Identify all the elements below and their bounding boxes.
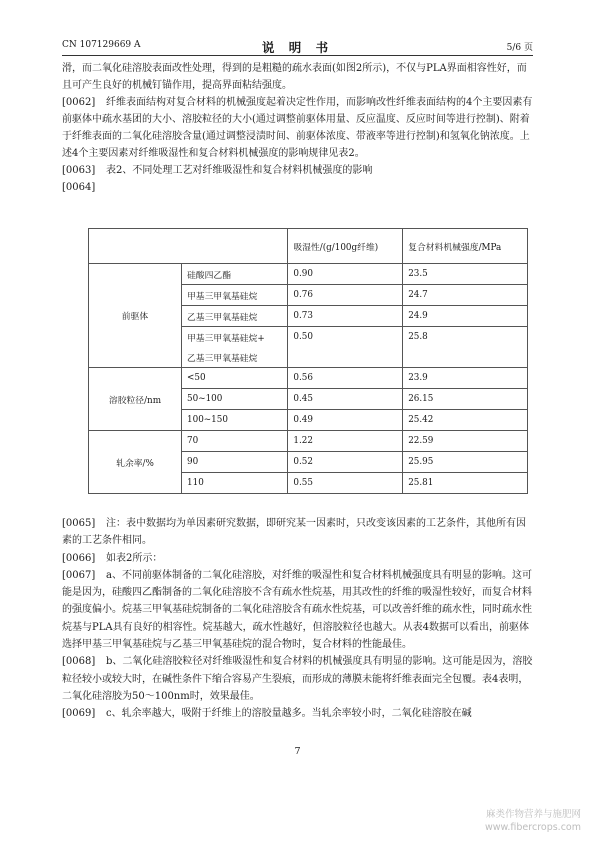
strength-cell: 25.95 [403,452,528,473]
strength-cell: 26.15 [403,389,528,410]
paragraph-continuation: 滑，而二氧化硅溶胶表面改性处理，得到的是粗糙的疏水表面(如图2所示)，不仅与PLA界面相容性好，而且可产生良好的机械钉锚作用，提高界面粘结强度。 [62,63,527,91]
paragraph-number: [0068] [62,656,96,668]
table-caption: 表2、不同处理工艺对纤维吸湿性和复合材料机械强度的影响 [106,165,373,176]
paragraph-0064 [62,179,533,196]
paragraph-0063 [62,162,533,179]
table-row [89,264,528,285]
factor-cell: 硅酸四乙酯 [182,264,288,285]
paragraph-number: [0066] [62,552,96,564]
table-row [89,368,528,389]
strength-cell: 24.7 [403,285,528,306]
empty-cell [403,347,528,368]
paragraph-0069: [0069] c、轧余率越大，吸附于纤维上的溶胶量越多。当轧余率较小时，二氧化硅溶胶在碱 [62,705,533,722]
body-bottom [62,515,533,723]
paragraph-0065: [0065] 注：表中数据均为单因素研究数据，即研究某一因素时，只改变该因素的工艺条件，其他所有因素的工艺条件相同。 [62,515,533,550]
watermark [485,808,581,834]
group-label-precursor: 前驱体 [89,264,182,368]
header-empty-cell [89,229,288,264]
factor-cell: 100~150 [182,410,288,431]
paragraph-number: [0062] [62,97,96,108]
strength-cell: 25.81 [403,473,528,494]
paragraph-number: [0069] [62,708,96,720]
moisture-cell: 0.52 [288,452,403,473]
paragraph-0068: [0068] b、二氧化硅溶胶粒径对纤维吸湿性和复合材料的机械强度具有明显的影响。这可能是因为，溶胶粒径较小或较大时，在碱性条件下缩合容易产生裂痕，而形成的薄膜未能将纤维表面完全包覆。表4表明，二氧化硅溶胶为50～100nm时，效果最佳。 [62,653,533,705]
paragraph-number: [0064] [62,182,96,193]
factor-cell: <50 [182,368,288,389]
paragraph-0062: [0062] 纤维表面结构对复合材料的机械强度起着决定性作用，而影响改性纤维表面结构的4个主要因素有前驱体中疏水基团的大小、溶胶粒径的大小(通过调整前驱体用量、反应温度、反应时间等进行控制)、附着于纤维表面的二氧化硅溶胶含量(通过调整浸渍时间、前驱体浓度、带液率等进行控制)和氢氧化钠浓度。上述4个主要因素对纤维吸湿性和复合材料机械强度的影响规律见表2。 [62,94,533,162]
paragraph-number: [0067] [62,569,96,581]
factor-cell: 甲基三甲氧基硅烷 [182,285,288,306]
paragraph-number: [0065] [62,518,96,529]
group-label-particle-size: 溶胶粒径/nm [89,368,182,431]
strength-cell: 25.8 [403,327,528,348]
moisture-cell: 0.49 [288,410,403,431]
document-title: 说 明 书 [261,40,334,55]
moisture-cell: 0.76 [288,285,403,306]
table-header-row [89,229,528,264]
empty-cell [288,347,403,368]
watermark-line-1: 麻类作物营养与施肥网 [485,809,581,820]
paragraph-number: [0063] [62,165,96,176]
header-strength: 复合材料机械强度/MPa [403,229,528,264]
patent-number: CN 107129669 A [62,40,141,50]
strength-cell: 25.42 [403,410,528,431]
table-row [89,431,528,452]
strength-cell: 23.5 [403,264,528,285]
paragraph-0067: [0067] a、不同前驱体制备的二氧化硅溶胶，对纤维的吸湿性和复合材料机械强度具有明显的影响。这可能是因为，硅酸四乙酯制备的二氧化硅溶胶不含有疏水性烷基，用其改性的纤维的吸湿性较好，而复合材料的强度偏小。烷基三甲氧基硅烷制备的二氧化硅溶胶含有疏水性烷基，可以改善纤维的疏水性，同时疏水性烷基与PLA具有良好的相容性。烷基越大，疏水性越好，但溶胶粒径也越大。从表4数据可以看出，前驱体选择甲基三甲氧基硅烷与乙基三甲氧基硅烷的混合物时，复合材料的性能最佳。 [62,567,533,653]
moisture-cell: 0.56 [288,368,403,389]
factor-cell: 甲基三甲氧基硅烷+ [182,327,288,348]
factor-cell: 90 [182,452,288,473]
moisture-cell: 0.90 [288,264,403,285]
header-rule [62,55,533,56]
factor-cell: 50~100 [182,389,288,410]
factor-cell: 110 [182,473,288,494]
group-label-pickup: 轧余率/% [89,431,182,494]
factor-cell: 70 [182,431,288,452]
watermark-line-2: www.fibercrops.com [484,822,581,833]
strength-cell: 22.59 [403,431,528,452]
strength-cell: 23.9 [403,368,528,389]
factor-cell-continued: 乙基三甲氧基硅烷 [182,347,288,368]
moisture-cell: 1.22 [288,431,403,452]
factor-cell: 乙基三甲氧基硅烷 [182,306,288,327]
page-number: 7 [294,746,301,757]
moisture-cell: 0.73 [288,306,403,327]
page-header [62,38,533,54]
header-moisture: 吸湿性/(g/100g纤维) [288,229,403,264]
page-indicator: 5/6 页 [506,43,533,53]
strength-cell: 24.9 [403,306,528,327]
moisture-cell: 0.45 [288,389,403,410]
results-table [88,228,528,494]
moisture-cell: 0.50 [288,327,403,348]
moisture-cell: 0.55 [288,473,403,494]
body-top [62,60,533,196]
paragraph-0066: [0066] 如表2所示： [62,550,533,567]
